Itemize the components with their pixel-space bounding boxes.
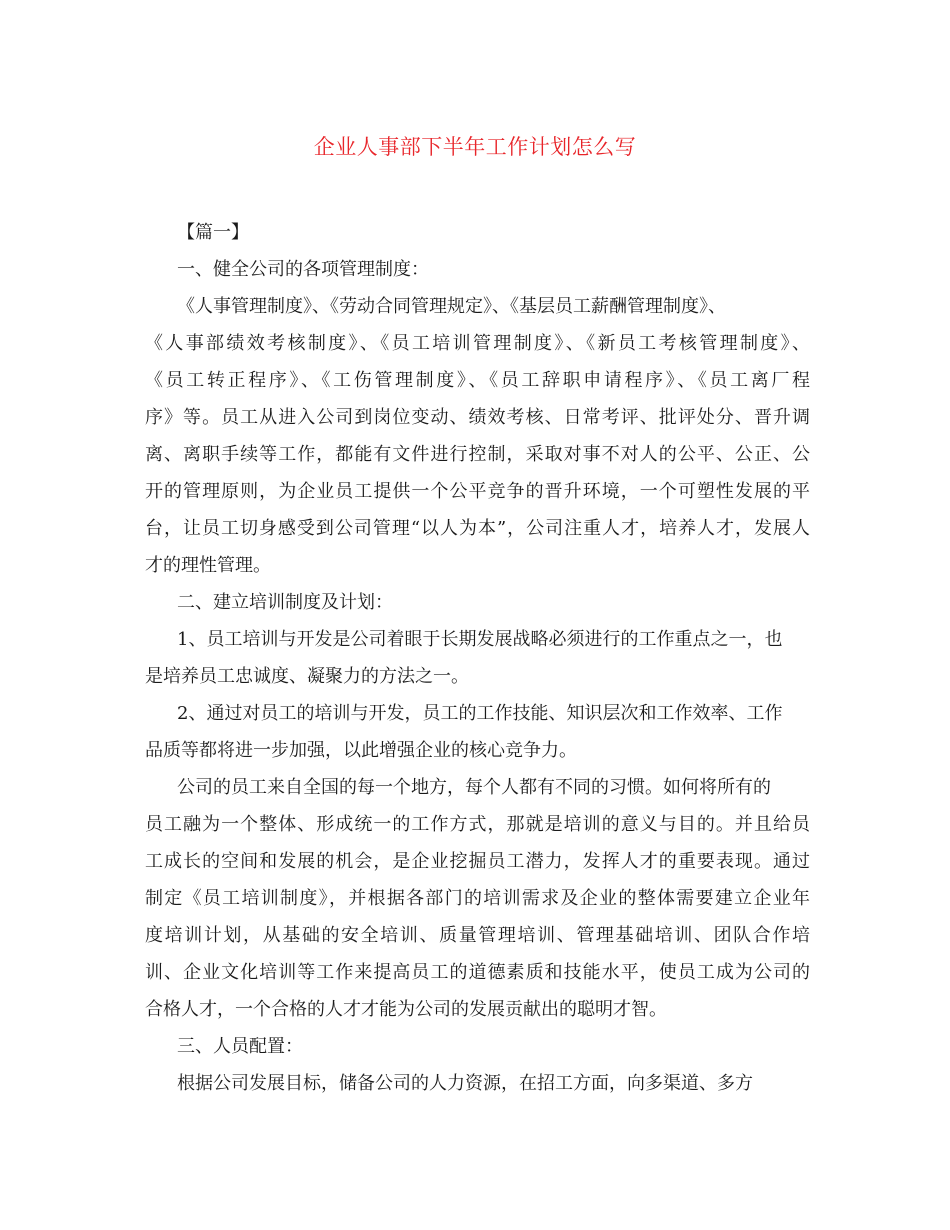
paragraph-line: 是培养员工忠诚度、凝聚力的方法之一。 [145, 666, 469, 687]
section-heading-3: 三、人员配置： [177, 1036, 303, 1057]
document-title: 企业人事部下半年工作计划怎么写 [313, 135, 637, 159]
paragraph-line: 《人事部绩效考核制度》、《员工培训管理制度》、《新员工考核管理制度》、 [145, 333, 810, 354]
paragraph-line: 《员工转正程序》、《工伤管理制度》、《员工辞职申请程序》、《员工离厂程 [145, 370, 810, 391]
paragraph-line: 合格人才，一个合格的人才才能为公司的发展贡献出的聪明才智。 [145, 999, 667, 1020]
document-body [145, 214, 810, 1102]
paragraph-line: 台，让员工切身感受到公司管理“以人为本”，公司注重人才，培养人才，发展人 [145, 518, 810, 539]
paragraph-line: 公司的员工来自全国的每一个地方，每个人都有不同的习惯。如何将所有的 [177, 777, 771, 798]
paragraph-line: 员工融为一个整体、形成统一的工作方式，那就是培训的意义与目的。并且给员 [145, 814, 810, 835]
paragraph-line: 根据公司发展目标，储备公司的人力资源，在招工方面，向多渠道、多方 [177, 1073, 753, 1094]
paragraph-line: 1、员工培训与开发是公司着眼于长期发展战略必须进行的工作重点之一，也 [177, 629, 783, 650]
paragraph-line: 离、离职手续等工作，都能有文件进行控制，采取对事不对人的公平、公正、公 [145, 444, 810, 465]
paragraph-line: 工成长的空间和发展的机会，是企业挖掘员工潜力，发挥人才的重要表现。通过 [145, 851, 810, 872]
section-heading-1: 一、健全公司的各项管理制度： [177, 259, 429, 280]
paragraph-line: 2、通过对员工的培训与开发，员工的工作技能、知识层次和工作效率、工作 [177, 703, 783, 724]
paragraph-line: 品质等都将进一步加强，以此增强企业的核心竞争力。 [145, 740, 577, 761]
paragraph-line: 制定《员工培训制度》，并根据各部门的培训需求及企业的整体需要建立企业年 [145, 888, 810, 909]
paragraph-line: 序》等。员工从进入公司到岗位变动、绩效考核、日常考评、批评处分、晋升调 [145, 407, 810, 428]
paragraph-line: 度培训计划，从基础的安全培训、质量管理培训、管理基础培训、团队合作培 [145, 925, 810, 946]
section-heading-2: 二、建立培训制度及计划： [177, 592, 393, 613]
paragraph-line: 训、企业文化培训等工作来提高员工的道德素质和技能水平，使员工成为公司的 [145, 962, 810, 983]
paragraph-line: 《人事管理制度》、《劳动合同管理规定》、《基层员工薪酬管理制度》、 [177, 296, 726, 317]
paragraph-line: 才的理性管理。 [145, 555, 271, 576]
paragraph-line: 开的管理原则，为企业员工提供一个公平竞争的晋升环境，一个可塑性发展的平 [145, 481, 810, 502]
section-label: 【篇一】 [177, 222, 249, 243]
